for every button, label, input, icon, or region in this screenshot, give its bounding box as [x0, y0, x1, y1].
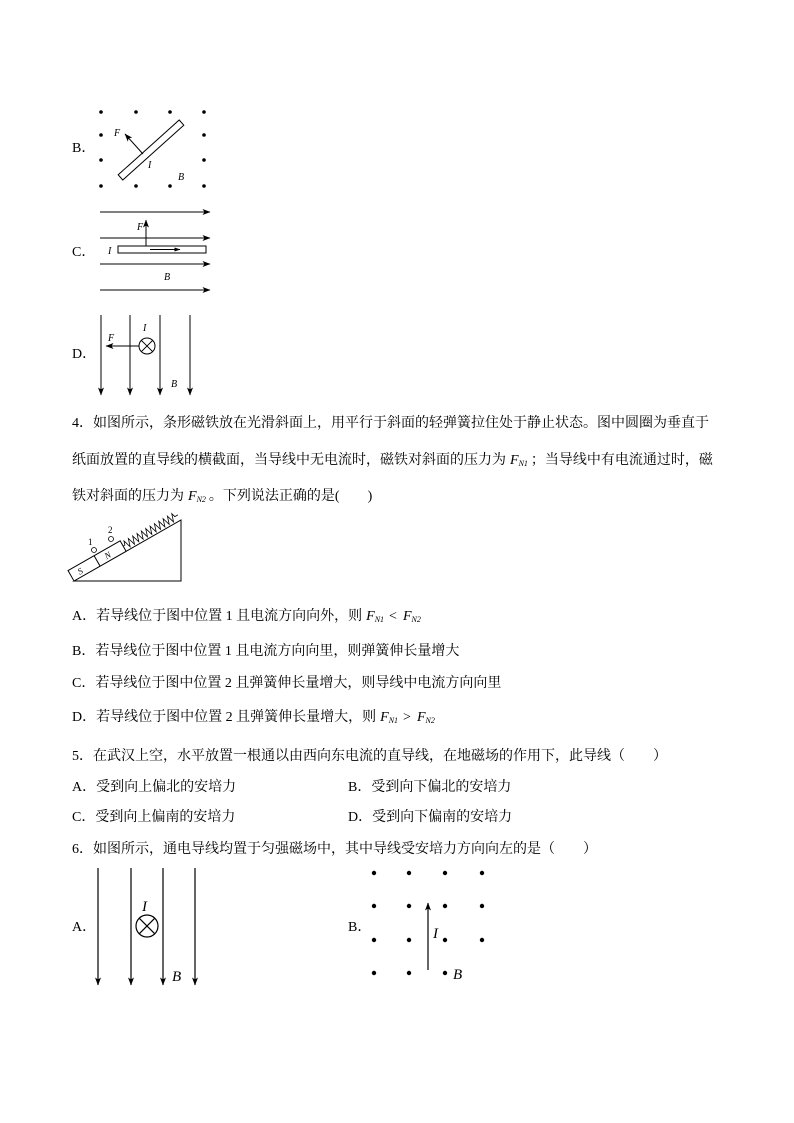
force-label: F	[108, 333, 115, 344]
field-dot	[407, 871, 411, 875]
formula-subscript: N2	[196, 495, 206, 504]
option-label: A．	[72, 780, 97, 795]
current-label: I	[108, 246, 112, 257]
question-number: 4．	[72, 416, 93, 431]
field-dot	[480, 871, 484, 875]
q5-option-b	[348, 778, 511, 798]
q4-option-a	[72, 607, 424, 627]
field-label: B	[172, 969, 182, 985]
formula-base: F	[188, 489, 197, 504]
south-pole-label: S	[75, 565, 85, 577]
q6-option-a-figure	[98, 868, 195, 985]
q5-option-d	[348, 808, 512, 828]
option-label: D．	[72, 710, 97, 725]
option-text: 受到向下偏南的安培力	[372, 810, 513, 825]
field-label: B	[164, 272, 171, 283]
field-label: B	[453, 967, 463, 983]
formula-subscript: N2	[425, 716, 435, 725]
field-dot	[134, 110, 138, 114]
q6-stem	[72, 840, 597, 860]
relation-symbol: >	[403, 710, 411, 725]
field-dot	[372, 938, 376, 942]
option-text: 若导线位于图中位置 1 且电流方向向外，则	[96, 609, 363, 624]
field-dot	[443, 904, 447, 908]
option-text: 受到向下偏北的安培力	[371, 780, 512, 795]
field-dot	[202, 110, 206, 114]
current-label: I	[433, 926, 438, 942]
option-text: 若导线位于图中位置 2 且弹簧伸长量增大，则导线中电流方向向里	[95, 676, 502, 691]
field-dot	[372, 871, 376, 875]
field-dot	[99, 110, 103, 114]
field-dot	[168, 110, 172, 114]
option-label: C．	[72, 676, 96, 691]
formula-fn2	[403, 609, 421, 624]
prev-option-c-label: C．	[72, 245, 96, 260]
position-2-label: 2	[108, 525, 113, 535]
prev-option-d-label: D．	[72, 347, 97, 362]
formula-subscript: N1	[388, 716, 399, 725]
option-label: D．	[348, 810, 373, 825]
question-number: 6．	[72, 842, 93, 857]
spring	[121, 511, 180, 549]
option-text: 若导线位于图中位置 2 且弹簧伸长量增大，则	[96, 710, 377, 725]
q5-option-c	[72, 808, 235, 828]
q4-stem-line-3	[72, 487, 372, 507]
wire-position-1-marker	[92, 548, 97, 553]
formula-fn2	[188, 489, 206, 504]
question-number: 5．	[72, 749, 93, 764]
formula-base: F	[366, 609, 375, 624]
q4-stem-line-2	[72, 451, 713, 471]
option-label: B．	[72, 644, 96, 659]
current-label: I	[143, 323, 147, 334]
q4-stem-text: 铁对斜面的压力为	[72, 489, 184, 504]
q4-option-c	[72, 674, 501, 694]
option-label: C．	[72, 810, 96, 825]
field-dot	[443, 938, 447, 942]
formula-base: F	[380, 710, 389, 725]
field-dot	[202, 133, 206, 137]
field-dot	[99, 133, 103, 137]
option-text: 若导线位于图中位置 1 且电流方向向里，则弹簧伸长量增大	[95, 644, 460, 659]
field-dot	[480, 938, 484, 942]
option-text: 受到向上偏南的安培力	[95, 810, 236, 825]
q4-stem-text: 。下列说法正确的是( )	[208, 489, 373, 504]
relation-symbol: <	[389, 609, 397, 624]
formula-base: F	[510, 453, 519, 468]
field-dot	[372, 971, 376, 975]
q5-stem	[72, 747, 667, 767]
field-dot	[407, 904, 411, 908]
force-label: F	[137, 222, 144, 233]
formula-base: F	[402, 609, 412, 624]
q4-option-b	[72, 642, 459, 662]
force-arrow	[125, 134, 143, 154]
field-dot	[202, 158, 206, 162]
field-dot	[407, 938, 411, 942]
prev-option-c-figure	[100, 212, 210, 290]
q6-option-a-label: A．	[72, 920, 97, 935]
q5-stem-text: 在武汉上空，水平放置一根通以由西向东电流的直导线，在地磁场的作用下，此导线（ ）	[93, 749, 667, 764]
q4-stem-text: ；当导线中有电流通过时，磁	[530, 453, 713, 468]
prev-option-b-figure	[99, 110, 206, 188]
formula-fn1	[510, 453, 528, 468]
conductor-rod	[118, 120, 184, 180]
q4-stem-text: 纸面放置的直导线的横截面，当导线中无电流时，磁铁对斜面的压力为	[72, 453, 506, 468]
q5-option-a	[72, 778, 236, 798]
q4-stem-text: 如图所示，条形磁铁放在光滑斜面上，用平行于斜面的轻弹簧拉住处于静止状态。图中圆圈为垂直于	[93, 416, 709, 431]
field-dot	[443, 971, 447, 975]
field-dot	[168, 184, 172, 188]
current-label: I	[142, 899, 147, 915]
field-dot	[480, 904, 484, 908]
q6-option-b-label: B．	[348, 920, 372, 935]
field-dot	[407, 971, 411, 975]
field-dot	[99, 184, 103, 188]
north-pole-label: N	[102, 549, 113, 562]
force-label: F	[114, 128, 121, 139]
formula-fn2	[417, 710, 435, 725]
option-label: A．	[72, 609, 97, 624]
formula-fn1	[366, 609, 384, 624]
prev-option-b-label: B．	[72, 141, 96, 156]
formula-subscript: N1	[374, 615, 385, 624]
q6-stem-text: 如图所示，通电导线均置于匀强磁场中，其中导线受安培力方向向左的是（ ）	[93, 842, 597, 857]
current-label: I	[148, 160, 152, 171]
magnet-and-spring	[68, 510, 181, 581]
option-text: 受到向上偏北的安培力	[96, 780, 237, 795]
position-1-label: 1	[88, 537, 93, 547]
q4-stem-line-1	[72, 414, 709, 434]
field-dot	[372, 904, 376, 908]
q6-option-b-figure	[372, 871, 484, 983]
formula-subscript: N2	[411, 615, 421, 624]
field-dot	[134, 184, 138, 188]
field-dot	[99, 158, 103, 162]
field-dot	[443, 871, 447, 875]
q4-option-d	[72, 708, 438, 728]
option-label: B．	[348, 780, 372, 795]
q4-figure	[68, 510, 181, 581]
formula-fn1	[380, 710, 398, 725]
field-label: B	[171, 379, 178, 390]
wire-position-2-marker	[109, 537, 114, 542]
formula-base: F	[416, 710, 426, 725]
field-label: B	[178, 172, 185, 183]
formula-subscript: N1	[518, 459, 528, 468]
field-dot	[202, 184, 206, 188]
